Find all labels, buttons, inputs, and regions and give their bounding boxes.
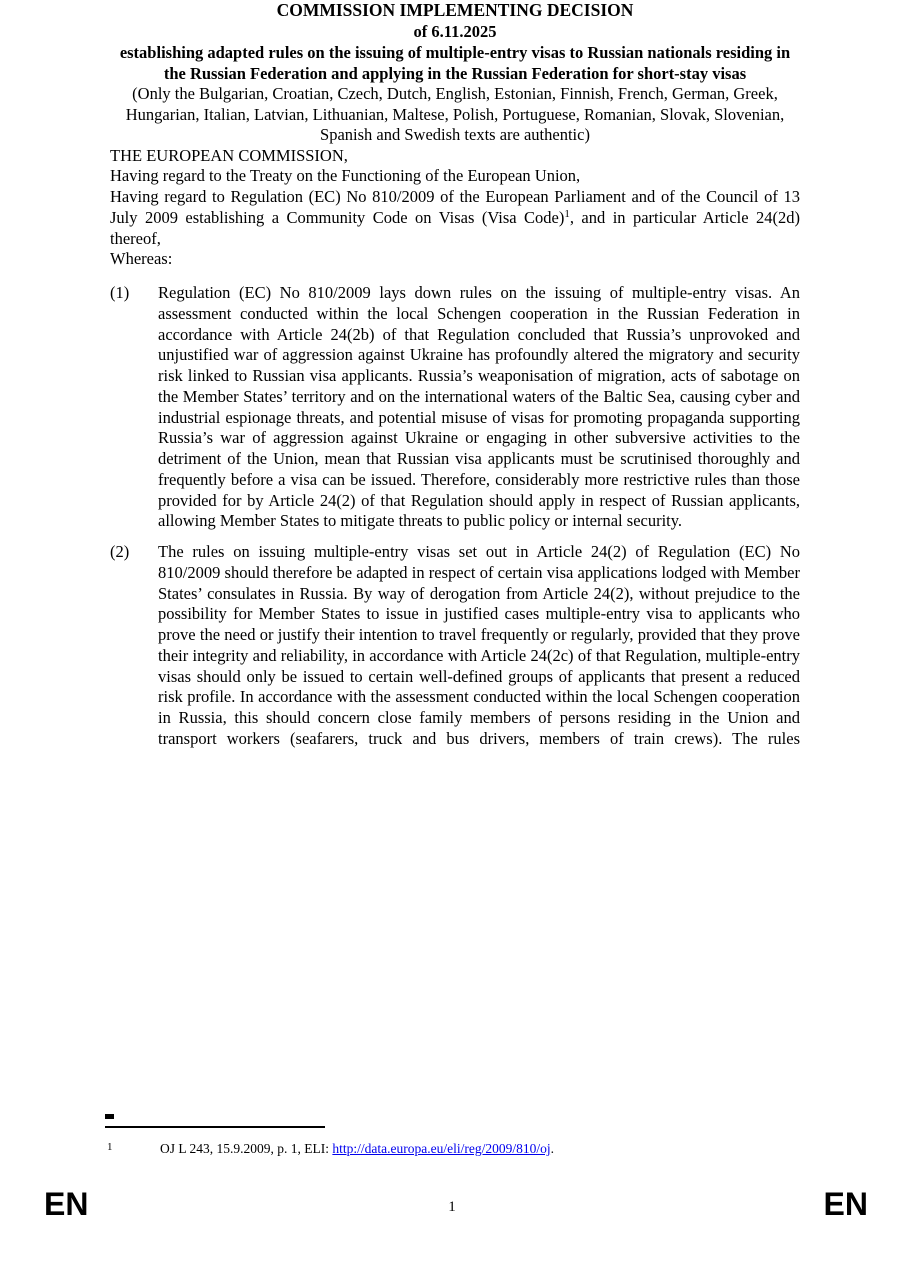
page-number: 1	[448, 1199, 456, 1215]
recital-number: (2)	[110, 542, 130, 561]
recital-number: (1)	[110, 283, 130, 302]
date-line: of 6.11.2025	[413, 22, 497, 41]
preamble-commission: THE EUROPEAN COMMISSION,	[110, 145, 348, 165]
footnote-text-period: .	[550, 1141, 554, 1156]
recital-1	[110, 283, 800, 532]
recital-text: Regulation (EC) No 810/2009 lays down rules on the issuing of multiple-entry visas. An assessment conducted within the local Schengen cooperation in the Russian Federation in accordance with Article 24(2b) of that Regulation concluded that Russia’s unprovoked and unjustified war of aggression against Ukraine has profoundly altered the migratory and security risk linked to Russian visa applicants. Russia’s weaponisation of migration, acts of sabotage on the Member States’ territory and on the international waters of the Baltic Sea, causing cyber and industrial espionage threats, and potential misuse of visas for promoting propaganda supporting Russia’s war of aggression against Ukraine or engaging in other subversive activities to the detriment of the Union, mean that Russian visa applicants must be scrutinised thoroughly and frequently before a visa can be issued. Therefore, considerably more restrictive rules than those provided for by Article 24(2) of that Regulation should apply in respect of Russian applicants, allowing Member States to mitigate threats to public policy or internal security.	[158, 283, 800, 531]
footnote-link[interactable]: http://data.europa.eu/eli/reg/2009/810/oj	[332, 1141, 551, 1156]
having-regard-regulation-text: Having regard to Regulation (EC) No 810/2009 of the European Parliament and of the Council of 13 July 2009 establishing a Community Code on Visas (Visa Code)	[110, 187, 800, 227]
footnote-1	[107, 1139, 797, 1157]
preamble-whereas: Whereas:	[110, 249, 173, 269]
recital-text: The rules on issuing multiple-entry visas set out in Article 24(2) of Regulation (EC) No 810/2009 should therefore be adapted in respect of certain visa applications lodged with Member States’ consulates in Russia. By way of derogation from Article 24(2), without prejudice to the possibility for Member States to issue in justified cases multiple-entry visa to applicants who prove the need or justify their intention to travel frequently or regularly, provided that they prove their integrity and reliability, in accordance with Article 24(2c) of that Regulation, multiple-entry visas should only be issued to certain well-defined groups of applicants that present a reduced risk profile. In accordance with the assessment conducted within the local Schengen cooperation in Russia, this should concern close family members of persons residing in the Union and transport workers (seafarers, truck and bus drivers, members of train crews). The rules	[158, 542, 800, 748]
document-body	[110, 0, 800, 750]
preamble-having-regard-treaty: Having regard to the Treaty on the Functioning of the European Union,	[110, 166, 581, 186]
document-title: COMMISSION IMPLEMENTING DECISION	[276, 0, 634, 20]
footnote-separator-rule	[105, 1126, 325, 1128]
footnote-text: OJ L 243, 15.9.2009, p. 1, ELI:	[160, 1141, 333, 1156]
preamble-having-regard-regulation	[110, 187, 800, 249]
footer-language-right: EN	[823, 1186, 868, 1222]
footer-language-left: EN	[44, 1186, 89, 1222]
recital-2	[110, 542, 800, 750]
languages-note: (Only the Bulgarian, Croatian, Czech, Dutch, English, Estonian, Finnish, French, German, Greek, Hungarian, Italian, Latvian, Lithuanian, Maltese, Polish, Portuguese, Romanian, Slovak, Slovenian, Spanish and Swedish texts are authentic)	[125, 84, 785, 144]
subject-line: establishing adapted rules on the issuing of multiple-entry visas to Russian nationals residing in the Russian Federation and applying in the Russian Federation for short-stay visas	[119, 43, 791, 83]
footnote-dash-mark	[105, 1114, 114, 1119]
footnote-marker: 1	[107, 1141, 113, 1153]
footnote-reference-1: 1	[564, 207, 570, 220]
having-regard-regulation-text-after: , and in particular Article 24(2d) thereof,	[110, 207, 800, 248]
